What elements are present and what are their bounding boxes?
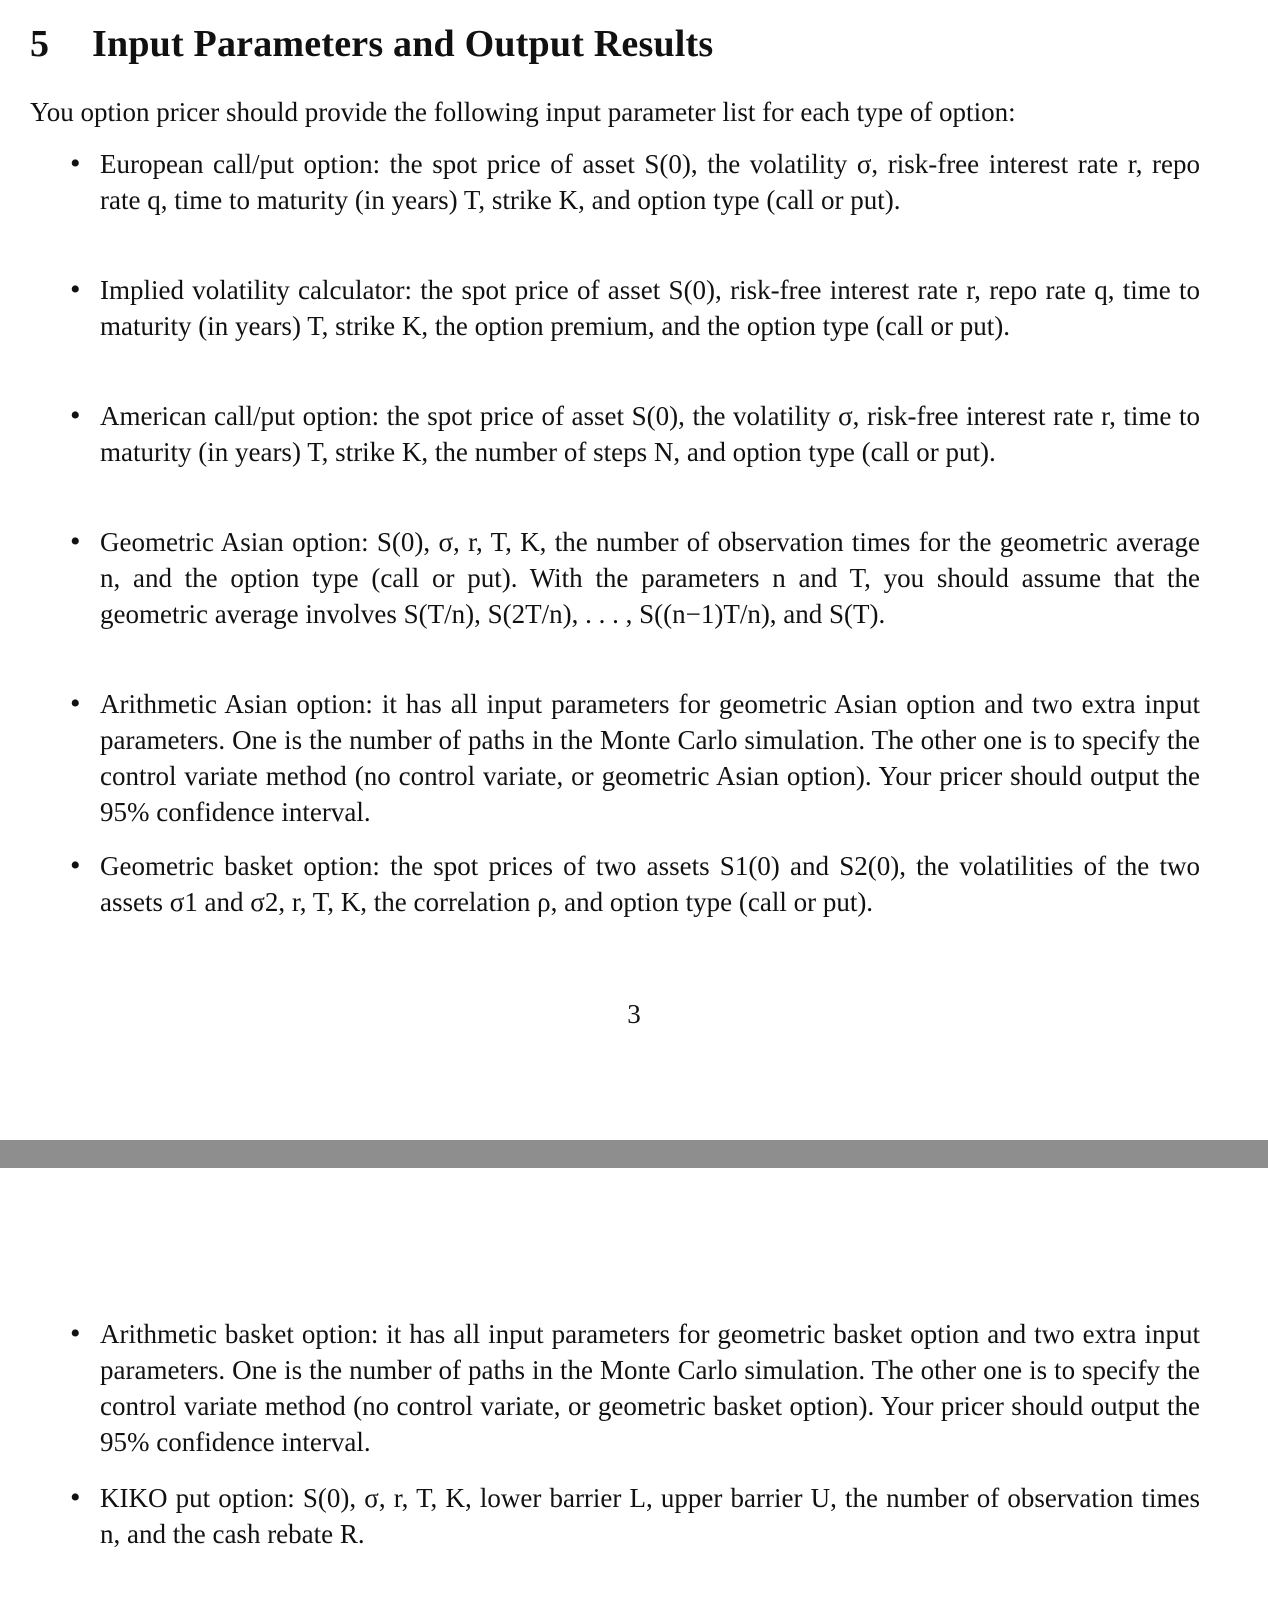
page-separator <box>0 1140 1268 1168</box>
page-number: 3 <box>627 999 641 1029</box>
section-heading <box>30 22 713 66</box>
page-2 <box>0 1168 1268 1624</box>
bullet-arithmetic-basket-option: • Arithmetic basket option: it has all input parameters for geometric basket option and two extra input parameters. One is the number of paths in the Monte Carlo simulation. The other one is to specify the control variate method (no control variate, or geometric basket option). Your pricer should output the 95% confidence interval. <box>100 1316 1200 1460</box>
bullet-european-option: • European call/put option: the spot price of asset S(0), the volatility σ, risk-free interest rate r, repo rate q, time to maturity (in years) T, strike K, and option type (call or put). <box>100 146 1200 218</box>
section-number: 5 <box>30 23 50 65</box>
section-title: Input Parameters and Output Results <box>92 23 714 65</box>
intro-paragraph: You option pricer should provide the following input parameter list for each type of option: <box>30 97 1016 127</box>
bullet-implied-volatility: • Implied volatility calculator: the spot price of asset S(0), risk-free interest rate r, repo rate q, time to maturity (in years) T, strike K, the option premium, and the option type (call or put). <box>100 272 1200 344</box>
bullet-kiko-put-option: • KIKO put option: S(0), σ, r, T, K, lower barrier L, upper barrier U, the number of observation times n, and the cash rebate R. <box>100 1480 1200 1552</box>
bullet-arithmetic-asian-option: • Arithmetic Asian option: it has all input parameters for geometric Asian option and two extra input parameters. One is the number of paths in the Monte Carlo simulation. The other one is to specify the control variate method (no control variate, or geometric Asian option). Your pricer should output the 95% confidence interval. <box>100 686 1200 830</box>
bullet-geometric-basket-option: • Geometric basket option: the spot prices of two assets S1(0) and S2(0), the volatilities of the two assets σ1 and σ2, r, T, K, the correlation ρ, and option type (call or put). <box>100 848 1200 920</box>
bullet-geometric-asian-option: • Geometric Asian option: S(0), σ, r, T, K, the number of observation times for the geometric average n, and the option type (call or put). With the parameters n and T, you should assume that the geometric average involves S(T/n), S(2T/n), . . . , S((n−1)T/n), and S(T). <box>100 524 1200 632</box>
bullet-american-option: • American call/put option: the spot price of asset S(0), the volatility σ, risk-free interest rate r, time to maturity (in years) T, strike K, the number of steps N, and option type (call or put). <box>100 398 1200 470</box>
